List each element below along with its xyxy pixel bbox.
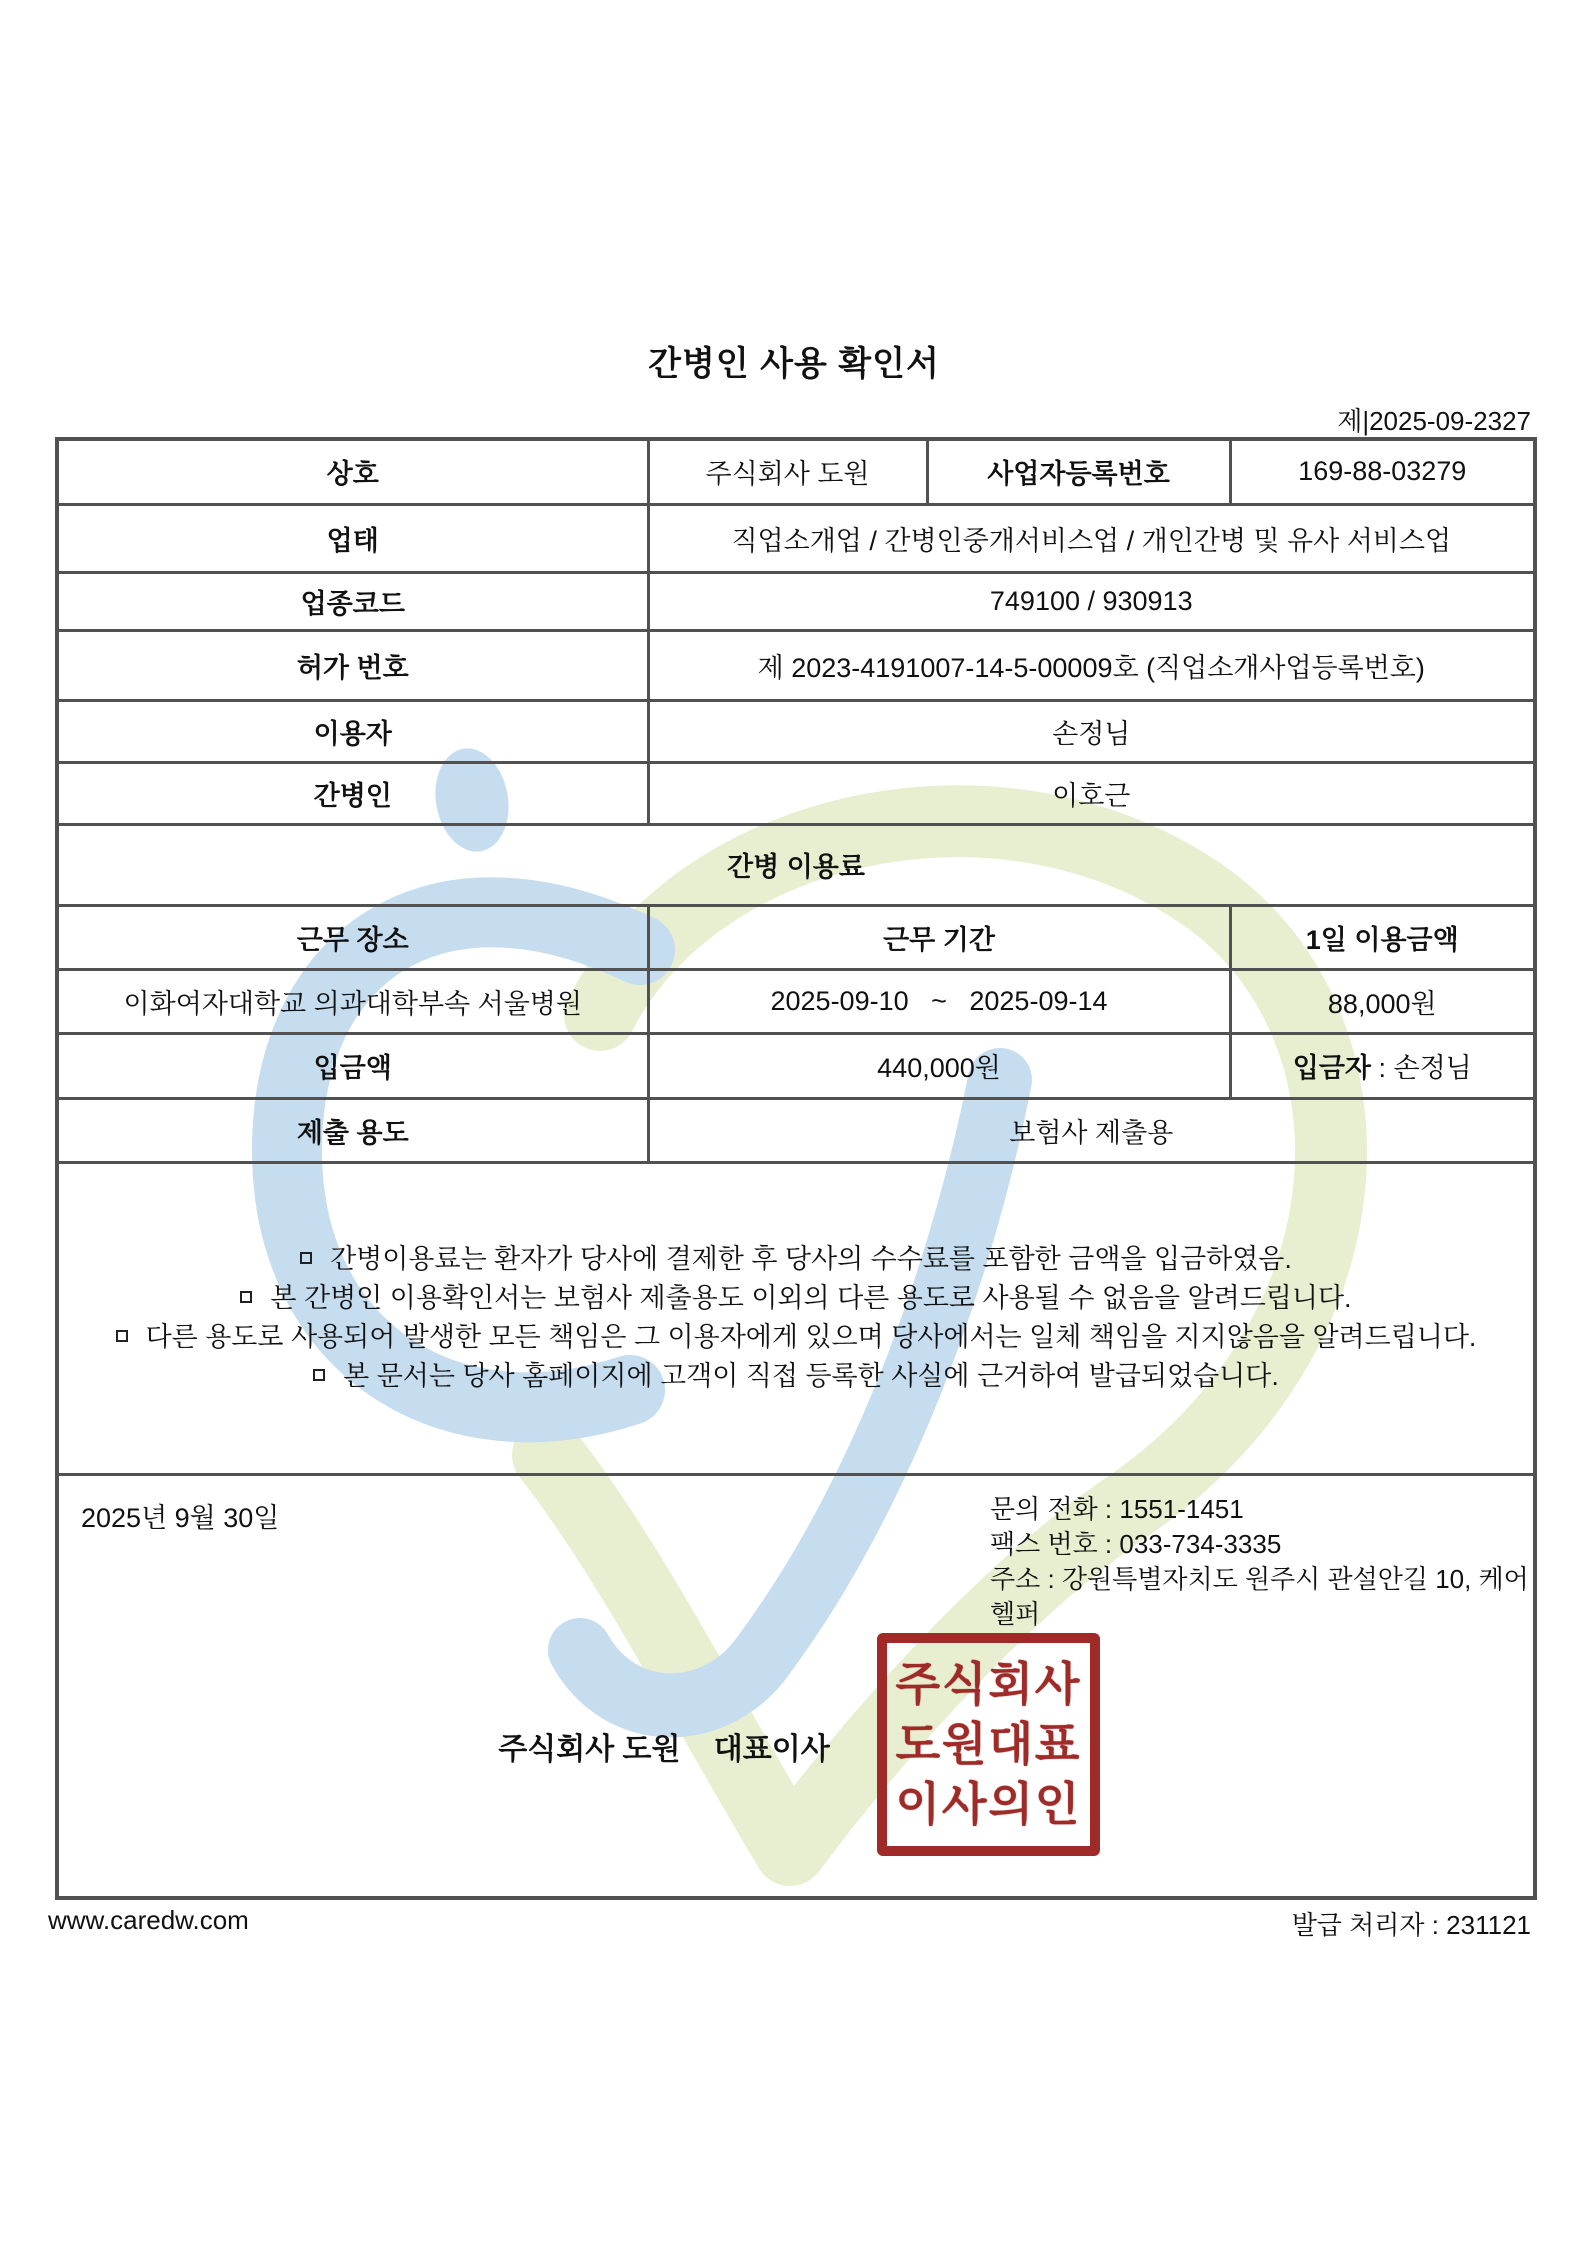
work-place-header: 근무 장소	[57, 905, 648, 969]
row-issue	[57, 1474, 1535, 1898]
issue-date: 2025년 9월 30일	[81, 1502, 280, 1533]
biz-number-label: 사업자등록번호	[927, 439, 1230, 504]
user-value: 손정님	[648, 700, 1535, 762]
purpose-label: 제출 용도	[57, 1098, 648, 1162]
row-industry-code	[57, 572, 1535, 630]
doc-number: 제|2025-09-2327	[1337, 406, 1531, 436]
bullet-square-icon	[116, 1330, 128, 1342]
seal-text	[896, 1654, 1082, 1834]
row-deposit	[57, 1033, 1535, 1098]
caregiver-label: 간병인	[57, 762, 648, 824]
note-line	[59, 1357, 1533, 1396]
contact-address: 주소 : 강원특별자치도 원주시 관설안길 10, 케어헬퍼	[990, 1563, 1529, 1629]
row-purpose	[57, 1098, 1535, 1162]
business-type-label: 업태	[57, 504, 648, 572]
seal-line: 이사의인	[895, 1778, 1082, 1830]
seal-line: 도원대표	[895, 1718, 1082, 1770]
daily-fee-value: 88,000원	[1230, 969, 1535, 1033]
deposit-label: 입금액	[57, 1033, 648, 1098]
corporate-seal-stamp-icon	[877, 1633, 1100, 1856]
row-business-type	[57, 504, 1535, 572]
note-text: 본 간병인 이용확인서는 보험사 제출용도 이외의 다른 용도로 사용될 수 없음을 알려드립니다.	[270, 1283, 1352, 1313]
work-place-value: 이화여자대학교 의과대학부속 서울병원	[57, 969, 648, 1033]
work-period-value: 2025-09-10 ~ 2025-09-14	[648, 969, 1230, 1033]
permit-number-label: 허가 번호	[57, 630, 648, 700]
notes-cell	[57, 1162, 1535, 1474]
row-permit-number	[57, 630, 1535, 700]
row-caregiver	[57, 762, 1535, 824]
row-fee-section-title	[57, 824, 1535, 905]
contact-fax: 팩스 번호 : 033-734-3335	[990, 1528, 1282, 1559]
contact-phone: 문의 전화 : 1551-1451	[990, 1493, 1244, 1524]
bullet-square-icon	[240, 1291, 252, 1303]
industry-code-label: 업종코드	[57, 572, 648, 630]
industry-code-value: 749100 / 930913	[648, 572, 1535, 630]
work-period-header: 근무 기간	[648, 905, 1230, 969]
company-label: 상호	[57, 439, 648, 504]
user-label: 이용자	[57, 700, 648, 762]
deposit-amount: 440,000원	[648, 1033, 1230, 1098]
note-line	[59, 1240, 1533, 1279]
note-text: 다른 용도로 사용되어 발생한 모든 책임은 그 이용자에게 있으며 당사에서는 일체 책임을 지지않음을 알려드립니다.	[145, 1322, 1477, 1352]
fee-section-title: 간병 이용료	[57, 824, 1535, 905]
row-fee-header	[57, 905, 1535, 969]
row-fee-values	[57, 969, 1535, 1033]
note-line	[59, 1318, 1533, 1357]
seal-line: 주식회사	[895, 1658, 1082, 1710]
company-name: 주식회사 도원	[648, 439, 927, 504]
bullet-square-icon	[300, 1252, 312, 1264]
note-text: 간병이용료는 환자가 당사에 결제한 후 당사의 수수료를 포함한 금액을 입금하였음.	[330, 1244, 1292, 1274]
footer-issuer: 발급 처리자 : 231121	[1291, 1910, 1531, 1940]
issue-cell	[57, 1474, 1535, 1898]
company-ceo-line: 주식회사 도원 대표이사	[498, 1732, 830, 1766]
note-line	[59, 1279, 1533, 1318]
note-text: 본 문서는 당사 홈페이지에 고객이 직접 등록한 사실에 근거하여 발급되었습니다.	[343, 1361, 1279, 1391]
biz-number-value: 169-88-03279	[1230, 439, 1535, 504]
purpose-value: 보험사 제출용	[648, 1098, 1535, 1162]
daily-fee-header: 1일 이용금액	[1230, 905, 1535, 969]
depositor-cell	[1230, 1033, 1535, 1098]
row-user	[57, 700, 1535, 762]
row-company	[57, 439, 1535, 504]
row-notes	[57, 1162, 1535, 1474]
bullet-square-icon	[313, 1369, 325, 1381]
depositor-name: : 손정님	[1370, 1053, 1472, 1083]
contact-block	[990, 1492, 1533, 1632]
caregiver-value: 이호근	[648, 762, 1535, 824]
footer-website: www.caredw.com	[48, 1905, 249, 1935]
confirmation-table	[55, 437, 1537, 1900]
page-title: 간병인 사용 확인서	[648, 345, 940, 383]
business-type-value: 직업소개업 / 간병인중개서비스업 / 개인간병 및 유사 서비스업	[648, 504, 1535, 572]
depositor-label: 입금자	[1292, 1053, 1371, 1083]
permit-number-value: 제 2023-4191007-14-5-00009호 (직업소개사업등록번호)	[648, 630, 1535, 700]
